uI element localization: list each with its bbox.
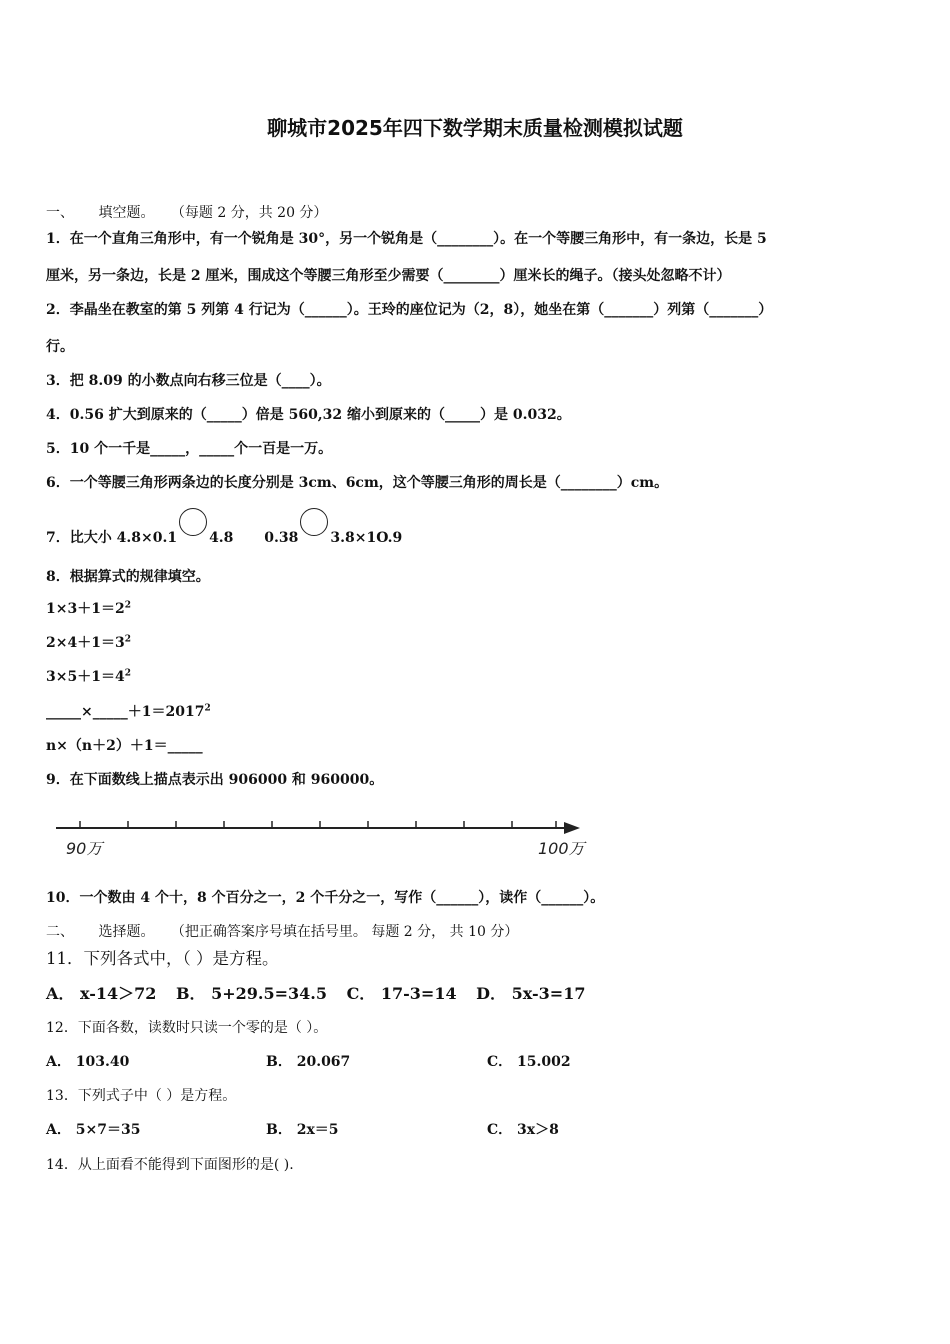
number-line-label-left: 90万 — [66, 839, 103, 858]
section-2-desc: （把正确答案序号填在括号里。 每题 2 分， 共 10 分） — [170, 924, 519, 940]
section-2-num: 二、 — [46, 924, 74, 940]
section-1-num: 一、 — [46, 205, 74, 221]
section-2-header — [46, 921, 904, 941]
question-2-line-2: 行。 — [46, 339, 74, 355]
question-7-prefix: 7．比大小 4.8×0.1 — [46, 530, 178, 546]
question-7-a-right: 4.8 — [209, 530, 234, 546]
option-11-b[interactable]: B． 5+29.5=34.5 — [176, 984, 327, 1003]
question-10: 10．一个数由 4 个十，8 个百分之一，2 个千分之一，写作（______），读作（______）。 — [46, 890, 605, 906]
question-3: 3．把 8.09 的小数点向右移三位是（____）。 — [46, 373, 331, 389]
option-11-c[interactable]: C． 17-3=14 — [346, 984, 457, 1003]
question-5: 5．10 个一千是_____，_____个一百是一万。 — [46, 441, 333, 457]
number-line[interactable] — [48, 808, 608, 868]
section-2-name: 选择题。 — [98, 924, 155, 940]
eq-1-exp: 2 — [124, 600, 131, 611]
eq-2-text: 2×4＋1＝3 — [46, 635, 125, 651]
question-8-eq-4 — [46, 701, 904, 721]
number-line-arrow — [564, 822, 580, 834]
question-7-b-right: 3.8×1O.9 — [330, 530, 403, 546]
question-2-line-1: 2．李晶坐在教室的第 5 列第 4 行记为（______）。王玲的座位记为（2，8），她坐在第（_______）列第（_______） — [46, 302, 773, 318]
question-9-stem: 9．在下面数线上描点表示出 906000 和 960000。 — [46, 772, 384, 788]
question-13-stem: 13．下列式子中（ ）是方程。 — [46, 1088, 237, 1104]
question-7 — [46, 518, 904, 547]
question-4: 4．0.56 扩大到原来的（_____）倍是 560,32 缩小到原来的（_____）是 0.032。 — [46, 407, 571, 423]
question-11-stem: 11．下列各式中，（ ）是方程。 — [46, 949, 279, 968]
section-1-name: 填空题。 — [98, 205, 155, 221]
eq-3-text: 3×5＋1＝4 — [46, 669, 125, 685]
question-6: 6．一个等腰三角形两条边的长度分别是 3cm、6cm，这个等腰三角形的周长是（________）cm。 — [46, 475, 669, 491]
question-14-stem: 14．从上面看不能得到下面图形的是( ). — [46, 1157, 294, 1173]
option-13-c[interactable]: C． 3x＞8 — [487, 1122, 559, 1138]
compare-circle-a[interactable] — [179, 508, 207, 536]
compare-circle-b[interactable] — [300, 508, 328, 536]
option-12-a[interactable]: A． 103.40 — [46, 1054, 130, 1070]
section-1-desc: （每题 2 分，共 20 分） — [170, 205, 328, 221]
option-11-a[interactable]: A． x-14＞72 — [46, 984, 157, 1003]
option-12-b[interactable]: B． 20.067 — [266, 1054, 351, 1070]
question-12-stem: 12．下面各数，读数时只读一个零的是（ ）。 — [46, 1020, 328, 1036]
question-8-eq-3 — [46, 666, 904, 686]
question-7-b-left: 0.38 — [264, 530, 299, 546]
section-1-header — [46, 202, 904, 222]
question-1-line-1: 1．在一个直角三角形中，有一个锐角是 30°，另一个锐角是（________）。在一个等腰三角形中，有一条边，长是 5 — [46, 231, 767, 247]
page-title: 聊城市2025年四下数学期末质量检测模拟试题 — [267, 116, 683, 140]
question-8-eq-2 — [46, 632, 904, 652]
option-13-b[interactable]: B． 2x＝5 — [266, 1122, 339, 1138]
number-line-ticks — [80, 821, 556, 828]
question-8-eq-5: n×（n＋2）＋1＝_____ — [46, 738, 203, 754]
question-11-options — [46, 981, 904, 1004]
eq-4-exp: 2 — [204, 703, 211, 714]
eq-4-text: _____×_____＋1＝2017 — [46, 704, 205, 720]
question-8-eq-1 — [46, 598, 904, 618]
number-line-label-right: 100万 — [538, 839, 585, 858]
question-1-line-2: 厘米，另一条边，长是 2 厘米，围成这个等腰三角形至少需要（________）厘米长的绳子。（接头处忽略不计） — [46, 268, 731, 284]
question-8-stem: 8．根据算式的规律填空。 — [46, 569, 210, 585]
eq-1-text: 1×3＋1＝2 — [46, 601, 125, 617]
option-12-c[interactable]: C． 15.002 — [487, 1054, 571, 1070]
eq-3-exp: 2 — [124, 668, 131, 679]
option-13-a[interactable]: A． 5×7＝35 — [46, 1122, 141, 1138]
eq-2-exp: 2 — [124, 634, 131, 645]
option-11-d[interactable]: D． 5x-3=17 — [476, 984, 586, 1003]
